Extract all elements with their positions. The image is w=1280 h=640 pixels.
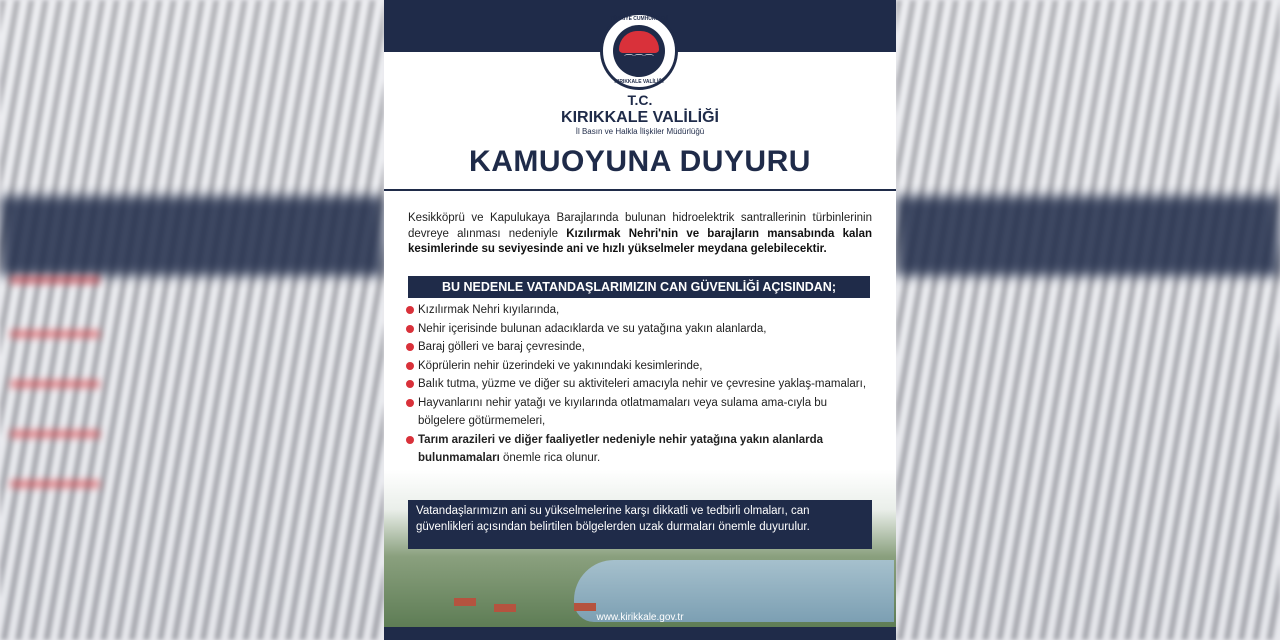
house-roof	[494, 604, 516, 612]
blurred-mark	[10, 430, 100, 438]
divider	[384, 189, 896, 191]
intro-text: Kesikköprü ve Kapulukaya Barajlarında bulunan hidroelektrik santrallerinin türbinlerinin devreye alınması nedeniyle	[408, 212, 872, 240]
house-roof	[454, 598, 476, 606]
department-subtitle: İl Basın ve Halkla İlişkiler Müdürlüğü	[575, 127, 705, 136]
bullet-dot-icon	[406, 343, 414, 351]
bullet-dot-icon	[406, 436, 414, 444]
blurred-mark	[10, 380, 100, 388]
logo-ring-text-top: TÜRKİYE CUMHURİYETİ	[609, 16, 669, 22]
bullet-dot-icon	[406, 399, 414, 407]
warning-list	[406, 301, 874, 468]
bottom-banner	[384, 627, 896, 640]
list-item-text: önemle rica olunur.	[499, 452, 601, 464]
list-item-text: Köprülerin nehir üzerindeki ve yakınındaki kesimlerinde,	[418, 359, 703, 372]
blurred-mark	[10, 480, 100, 488]
list-item	[406, 301, 874, 320]
list-item	[406, 394, 874, 431]
list-item-bold-text: Tarım arazileri ve diğer faaliyetler nedeniyle nehir yatağına yakın alanlarda bulunmamaları	[418, 433, 824, 464]
list-item	[406, 375, 874, 394]
announcement-poster	[384, 0, 896, 640]
intro-bold-text: Kızılırmak Nehri'nin ve barajların mansabında kalan kesimlerinde su seviyesinde ani ve hızlı yükselmeler meydana gelebilecektir.	[408, 227, 872, 255]
list-item-text: Hayvanlarını nehir yatağı ve kıyılarında otlatmamaları veya sulama ama-cıyla bu bölgelere götürmemeleri,	[418, 396, 828, 427]
governorship-logo	[600, 12, 678, 90]
intro-paragraph	[408, 211, 872, 258]
blurred-background-right	[896, 0, 1280, 640]
list-item	[406, 431, 874, 468]
bullet-dot-icon	[406, 325, 414, 333]
blurred-band-right	[896, 196, 1280, 276]
logo-ring-text-bottom: KIRIKKALE VALİLİĞİ	[614, 79, 664, 85]
bullet-dot-icon	[406, 380, 414, 388]
section-heading: BU NEDENLE VATANDAŞLARIMIZIN CAN GÜVENLİĞİ AÇISINDAN;	[408, 276, 870, 298]
list-item	[406, 357, 874, 376]
tc-label: T.C.	[627, 92, 653, 108]
institution-title: KIRIKKALE VALİLİĞİ	[561, 109, 719, 126]
closing-notice: Vatandaşlarımızın ani su yükselmelerine karşı dikkatli ve tedbirli olmaları, can güvenlikleri açısından belirtilen bölgelerden uzak durmaları önemle duyurulur.	[408, 500, 872, 549]
list-item-text: Balık tutma, yüzme ve diğer su aktiviteleri amacıyla nehir ve çevresine yaklaş-mamaları,	[418, 378, 867, 390]
blurred-band-left	[0, 196, 384, 276]
bullet-dot-icon	[406, 362, 414, 370]
blurred-mark	[10, 276, 100, 284]
list-item	[406, 320, 874, 339]
list-item-text: Nehir içerisinde bulunan adacıklarda ve su yatağına yakın alanlarda,	[418, 322, 767, 335]
bridge-arches-icon: ⌒⌒⌒	[624, 55, 654, 66]
list-item-text: Kızılırmak Nehri kıyılarında,	[418, 304, 560, 316]
blurred-background-left	[0, 0, 384, 640]
list-item-text: Baraj gölleri ve baraj çevresinde,	[418, 341, 585, 353]
bullet-dot-icon	[406, 306, 414, 314]
house-roof	[574, 603, 596, 611]
page-title: KAMUOYUNA DUYURU	[469, 145, 811, 178]
list-item	[406, 338, 874, 357]
logo-emblem	[613, 25, 665, 77]
website-link[interactable]: www.kirikkale.gov.tr	[596, 612, 684, 623]
blurred-mark	[10, 330, 100, 338]
crescent-emblem-icon	[619, 31, 659, 53]
